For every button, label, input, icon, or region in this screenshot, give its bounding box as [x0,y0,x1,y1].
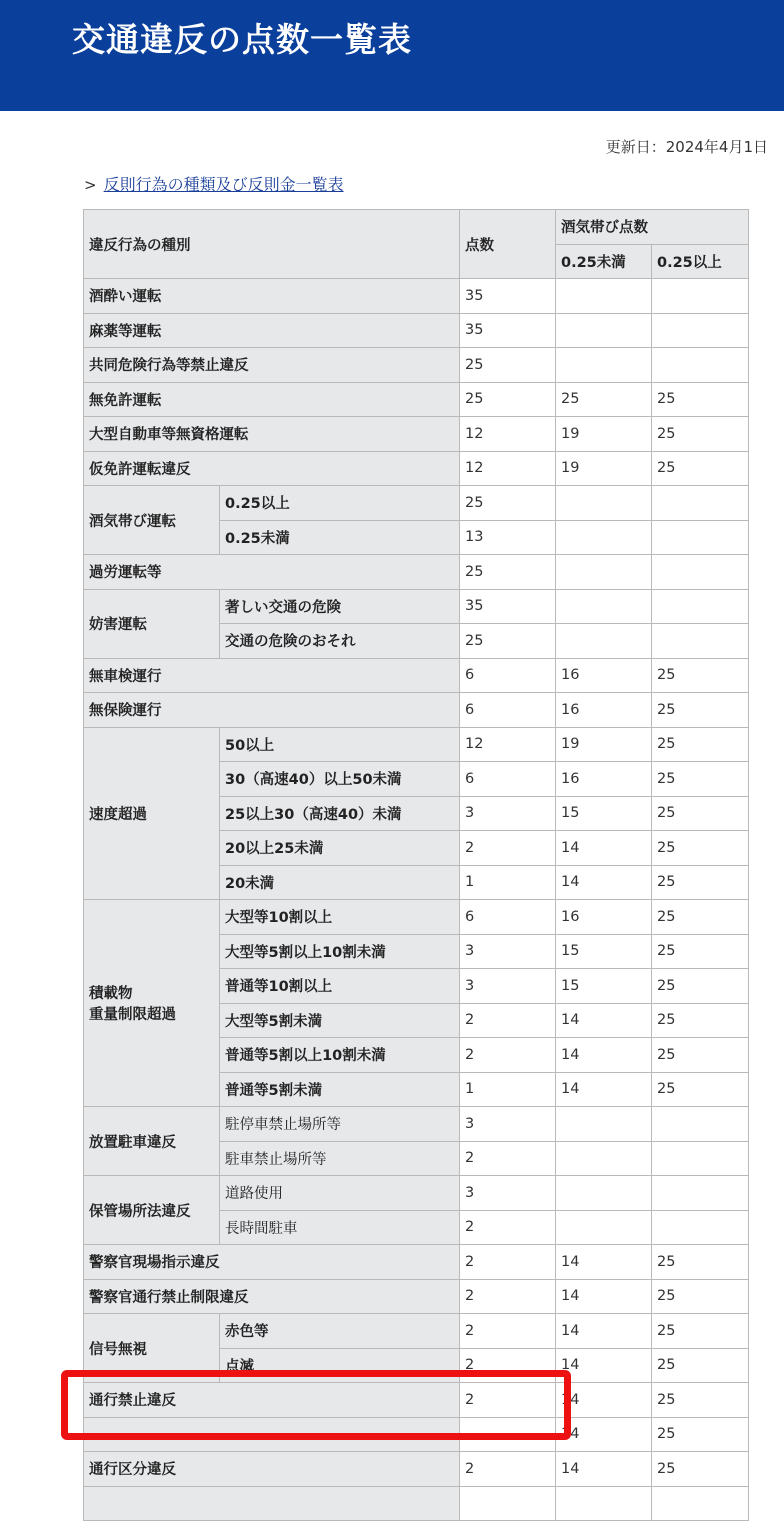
points-cell: 12 [460,417,556,452]
violation-subtype: 赤色等 [220,1314,460,1349]
alcohol-over-cell: 25 [652,796,749,831]
alcohol-over-cell: 25 [652,451,749,486]
alcohol-under-cell [556,348,652,383]
points-cell [460,1486,556,1521]
violation-group: 保管場所法違反 [84,1176,220,1245]
points-cell: 2 [460,1383,556,1418]
alcohol-under-cell: 19 [556,727,652,762]
alcohol-over-cell [652,1210,749,1245]
violation-subtype: 著しい交通の危険 [220,589,460,624]
alcohol-over-cell: 25 [652,1314,749,1349]
violation-type: 酒酔い運転 [84,279,460,314]
violation-subtype: 普通等5割未満 [220,1072,460,1107]
table-row [84,417,749,452]
alcohol-over-cell: 25 [652,1038,749,1073]
violation-type: 通行区分違反 [84,1452,460,1487]
alcohol-under-cell: 14 [556,1279,652,1314]
alcohol-under-cell: 14 [556,1072,652,1107]
violation-subtype: 駐車禁止場所等 [220,1141,460,1176]
alcohol-under-cell: 14 [556,1038,652,1073]
points-cell: 6 [460,693,556,728]
alcohol-under-cell: 14 [556,1245,652,1280]
violation-type: 無車検運行 [84,658,460,693]
alcohol-under-cell: 14 [556,865,652,900]
points-cell: 25 [460,486,556,521]
violation-subtype: 長時間駐車 [220,1210,460,1245]
violation-type: 無免許運転 [84,382,460,417]
alcohol-over-cell: 25 [652,865,749,900]
points-cell: 25 [460,555,556,590]
points-cell: 3 [460,1176,556,1211]
alcohol-under-cell [556,279,652,314]
updated-date [606,136,768,157]
violation-subtype: 20以上25未満 [220,831,460,866]
violation-group: 速度超過 [84,727,220,900]
violation-subtype: 20未満 [220,865,460,900]
updated-label: 更新日： [605,138,666,156]
violation-subtype: 普通等10割以上 [220,969,460,1004]
alcohol-under-cell: 14 [556,1314,652,1349]
alcohol-under-cell [556,1107,652,1142]
table-row [84,1314,749,1349]
alcohol-over-cell: 25 [652,900,749,935]
alcohol-over-cell: 25 [652,831,749,866]
alcohol-under-cell [556,1176,652,1211]
alcohol-over-cell [652,1176,749,1211]
points-cell: 35 [460,589,556,624]
alcohol-under-cell: 16 [556,900,652,935]
chevron-right-icon: > [84,176,97,194]
table-row [84,589,749,624]
table-header-row [84,210,749,245]
updated-value: 2024年4月1日 [665,138,768,156]
table-row [84,348,749,383]
alcohol-under-cell [556,486,652,521]
table-row [84,1452,749,1487]
alcohol-over-cell [652,313,749,348]
table-row [84,1176,749,1211]
violation-group: 酒気帯び運転 [84,486,220,555]
alcohol-over-cell: 25 [652,969,749,1004]
violation-subtype: 交通の危険のおそれ [220,624,460,659]
page-title: 交通違反の点数一覧表 [72,20,412,59]
alcohol-over-cell: 25 [652,693,749,728]
points-cell: 1 [460,865,556,900]
alcohol-over-cell: 25 [652,1245,749,1280]
alcohol-under-cell: 14 [556,1003,652,1038]
alcohol-over-cell: 25 [652,382,749,417]
group-line: 重量制限超過 [89,1007,176,1023]
points-cell: 1 [460,1072,556,1107]
table-row [84,1107,749,1142]
alcohol-over-cell: 25 [652,1348,749,1383]
violation-subtype: 駐停車禁止場所等 [220,1107,460,1142]
points-cell: 13 [460,520,556,555]
alcohol-over-cell [652,1107,749,1142]
violation-type: 無保険運行 [84,693,460,728]
table-row [84,693,749,728]
violation-subtype: 道路使用 [220,1176,460,1211]
table-row [84,1245,749,1280]
violation-group: 妨害運転 [84,589,220,658]
points-cell: 25 [460,382,556,417]
alcohol-over-cell: 25 [652,727,749,762]
violation-subtype: 30（高速40）以上50未満 [220,762,460,797]
violation-type: 警察官現場指示違反 [84,1245,460,1280]
header-over: 0.25以上 [652,244,749,279]
alcohol-under-cell [556,555,652,590]
alcohol-under-cell: 14 [556,1383,652,1418]
alcohol-over-cell: 25 [652,1417,749,1452]
table-row [84,555,749,590]
points-table [83,209,749,1521]
alcohol-under-cell: 14 [556,1348,652,1383]
header-under: 0.25未満 [556,244,652,279]
violation-subtype: 普通等5割以上10割未満 [220,1038,460,1073]
alcohol-under-cell: 15 [556,934,652,969]
alcohol-over-cell [652,486,749,521]
alcohol-under-cell: 19 [556,417,652,452]
alcohol-under-cell: 25 [556,382,652,417]
alcohol-over-cell [652,520,749,555]
alcohol-under-cell [556,520,652,555]
alcohol-over-cell: 25 [652,658,749,693]
points-cell: 35 [460,279,556,314]
alcohol-under-cell: 16 [556,693,652,728]
alcohol-over-cell [652,279,749,314]
violation-type [84,1486,460,1521]
alcohol-over-cell: 25 [652,1383,749,1418]
violation-subtype: 0.25未満 [220,520,460,555]
alcohol-over-cell [652,348,749,383]
header-alcohol: 酒気帯び点数 [556,210,749,245]
points-cell: 12 [460,451,556,486]
alcohol-under-cell: 14 [556,831,652,866]
violation-group [84,900,220,1107]
points-cell: 2 [460,1245,556,1280]
group-line: 積載物 [89,986,133,1002]
points-cell: 2 [460,831,556,866]
alcohol-under-cell: 14 [556,1452,652,1487]
points-cell: 25 [460,348,556,383]
violation-type: 麻薬等運転 [84,313,460,348]
page-header [0,0,784,111]
alcohol-under-cell: 15 [556,796,652,831]
alcohol-under-cell: 16 [556,658,652,693]
violation-type: 通行禁止違反 [84,1383,460,1418]
points-cell: 25 [460,624,556,659]
violation-group: 放置駐車違反 [84,1107,220,1176]
table-row [84,1486,749,1521]
points-cell: 2 [460,1141,556,1176]
alcohol-under-cell [556,1210,652,1245]
header-points: 点数 [460,210,556,279]
points-cell: 6 [460,762,556,797]
alcohol-over-cell [652,589,749,624]
violation-subtype: 点滅 [220,1348,460,1383]
table-row [84,1279,749,1314]
violation-subtype: 大型等5割未満 [220,1003,460,1038]
alcohol-under-cell: 16 [556,762,652,797]
alcohol-under-cell [556,624,652,659]
points-cell: 6 [460,900,556,935]
points-cell: 3 [460,1107,556,1142]
table-row [84,382,749,417]
fine-list-link-label[interactable]: 反則行為の種類及び反則金一覧表 [103,175,344,194]
points-cell: 3 [460,934,556,969]
alcohol-over-cell: 25 [652,1452,749,1487]
violation-type: 大型自動車等無資格運転 [84,417,460,452]
alcohol-under-cell: 14 [556,1417,652,1452]
points-cell: 2 [460,1038,556,1073]
violation-subtype: 大型等10割以上 [220,900,460,935]
points-cell: 3 [460,796,556,831]
header-type: 違反行為の種別 [84,210,460,279]
alcohol-under-cell [556,589,652,624]
points-cell: 2 [460,1452,556,1487]
violation-subtype: 25以上30（高速40）未満 [220,796,460,831]
alcohol-over-cell [652,555,749,590]
alcohol-over-cell: 25 [652,417,749,452]
points-cell: 2 [460,1279,556,1314]
alcohol-over-cell [652,624,749,659]
points-cell: 35 [460,313,556,348]
points-cell: 6 [460,658,556,693]
points-cell: 2 [460,1210,556,1245]
violation-subtype: 50以上 [220,727,460,762]
alcohol-under-cell [556,1486,652,1521]
alcohol-over-cell: 25 [652,1003,749,1038]
alcohol-under-cell [556,313,652,348]
table-row [84,900,749,935]
alcohol-over-cell: 25 [652,762,749,797]
alcohol-under-cell [556,1141,652,1176]
fine-list-link[interactable] [84,172,344,195]
alcohol-under-cell: 19 [556,451,652,486]
alcohol-over-cell: 25 [652,1279,749,1314]
table-row [84,486,749,521]
points-cell: 3 [460,969,556,1004]
points-cell: 12 [460,727,556,762]
violation-subtype: 0.25以上 [220,486,460,521]
table-row [84,658,749,693]
alcohol-over-cell [652,1486,749,1521]
points-cell: 2 [460,1348,556,1383]
table-row [84,451,749,486]
violation-type: 仮免許運転違反 [84,451,460,486]
highlight-box [61,1370,571,1440]
alcohol-over-cell: 25 [652,1072,749,1107]
violation-type: 過労運転等 [84,555,460,590]
table-row [84,279,749,314]
violation-subtype: 大型等5割以上10割未満 [220,934,460,969]
table-row [84,313,749,348]
alcohol-over-cell: 25 [652,934,749,969]
violation-type: 共同危険行為等禁止違反 [84,348,460,383]
table-row [84,727,749,762]
violation-type: 警察官通行禁止制限違反 [84,1279,460,1314]
points-cell: 2 [460,1003,556,1038]
violation-group: 信号無視 [84,1314,220,1383]
alcohol-over-cell [652,1141,749,1176]
points-cell: 2 [460,1314,556,1349]
alcohol-under-cell: 15 [556,969,652,1004]
